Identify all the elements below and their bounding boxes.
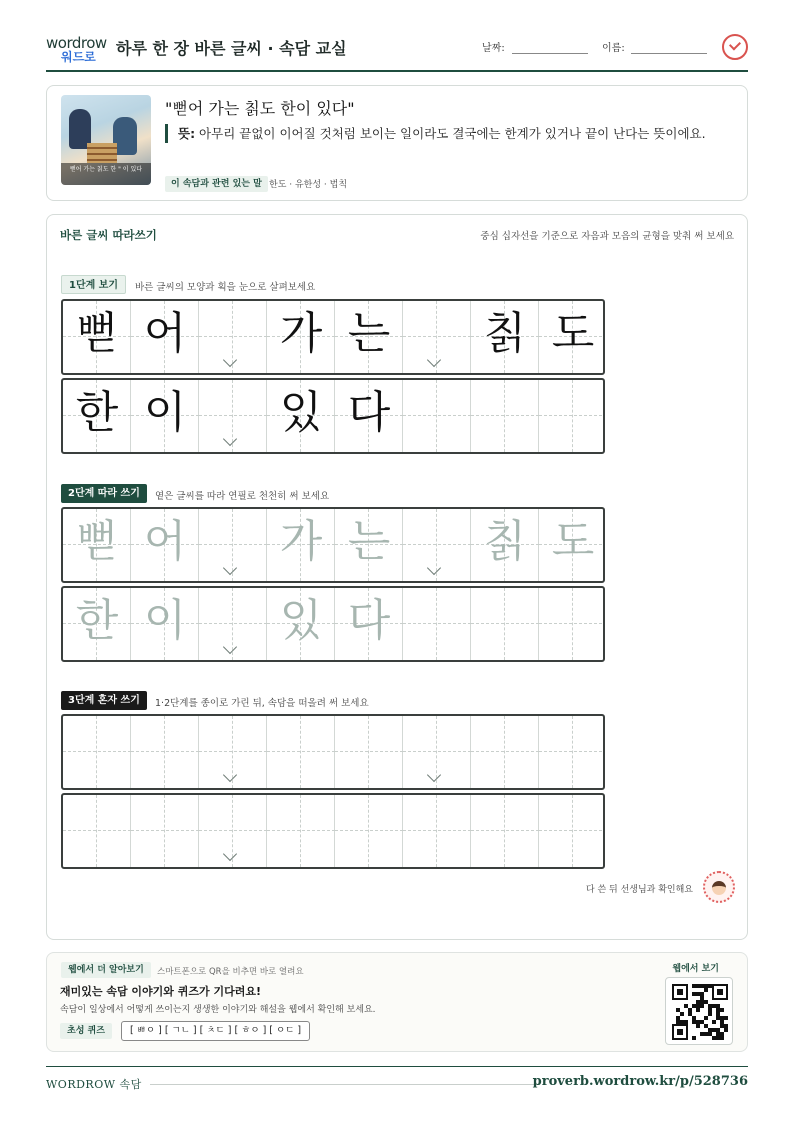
wordrow-logo[interactable] — [46, 34, 110, 68]
grid-cell[interactable] — [267, 509, 335, 581]
grid-cell[interactable] — [403, 716, 471, 788]
grid-char: 한 — [75, 387, 119, 438]
grid-cell[interactable] — [403, 588, 471, 660]
grid-cell — [63, 380, 131, 452]
grid-cell[interactable] — [131, 588, 199, 660]
space-mark-icon — [427, 355, 439, 367]
web-description: 속담이 일상에서 어떻게 쓰이는지 생생한 이야기와 해설을 웹에서 확인해 보세요. — [60, 1005, 376, 1015]
step1-desc: 바른 글씨의 모양과 획을 눈으로 살펴보세요 — [135, 282, 316, 293]
web-more-panel — [46, 952, 748, 1052]
grid-cell[interactable] — [267, 716, 335, 788]
footer-brand: WORDROW 속담 — [46, 1078, 142, 1091]
footer-url[interactable]: proverb.wordrow.kr/p/528736 — [532, 1074, 748, 1089]
grid-cell[interactable] — [539, 716, 605, 788]
space-mark-icon — [427, 563, 439, 575]
qr-label: 웹에서 보기 — [672, 964, 719, 974]
grid-cell — [471, 380, 539, 452]
grid-char: 가 — [279, 308, 323, 359]
grid-cell — [63, 301, 131, 373]
proverb-illustration — [61, 95, 151, 185]
grid-cell[interactable] — [63, 588, 131, 660]
grid-char: 뻗 — [75, 516, 119, 567]
web-more-tag: 웹에서 더 알아보기 — [61, 962, 151, 978]
grid-cell[interactable] — [131, 509, 199, 581]
grid-cell[interactable] — [471, 716, 539, 788]
grid-cell — [471, 301, 539, 373]
grid-cell[interactable] — [131, 795, 199, 867]
grid-cell[interactable] — [403, 795, 471, 867]
illustration-caption: 뻗어 가는 칡도 한 " 이 있다 — [61, 163, 151, 185]
step2-desc: 옅은 글씨를 따라 연필로 천천히 써 보세요 — [155, 491, 330, 502]
space-mark-icon — [427, 770, 439, 782]
step3-tag: 3단계 혼자 쓰기 — [61, 691, 147, 710]
footer-rule — [150, 1084, 538, 1085]
name-field[interactable] — [631, 53, 707, 54]
grid-cell — [335, 301, 403, 373]
chosung-quiz-tag: 초성 퀴즈 — [60, 1023, 112, 1039]
grid-cell — [131, 301, 199, 373]
space-mark-icon — [223, 355, 235, 367]
grid-cell — [267, 380, 335, 452]
grid-cell[interactable] — [539, 588, 605, 660]
logo-text-latin: wordrow — [46, 34, 107, 52]
grid-cell — [403, 380, 471, 452]
related-words: 한도 · 유한성 · 법칙 — [269, 180, 348, 190]
grid-char: 이 — [143, 595, 187, 646]
grid-cell[interactable] — [539, 509, 605, 581]
meaning-text: 아무리 끝없이 이어질 것처럼 보이는 일이라도 결국에는 한계가 있거나 끝이 난다는 뜻이에요. — [195, 126, 706, 141]
related-words-tag: 이 속담과 관련 있는 말 — [165, 176, 268, 192]
grid-cell[interactable] — [471, 509, 539, 581]
grid-char: 있 — [279, 387, 323, 438]
space-mark-icon — [223, 849, 235, 861]
grid-cell — [199, 301, 267, 373]
step1-row-1 — [61, 299, 605, 375]
space-mark-icon — [223, 434, 235, 446]
grid-char: 도 — [551, 516, 595, 567]
grid-char: 칡 — [483, 308, 527, 359]
grid-cell — [199, 380, 267, 452]
grid-char: 칡 — [483, 516, 527, 567]
proverb-title: "뻗어 가는 칡도 한이 있다" — [165, 99, 355, 118]
grid-cell[interactable] — [199, 588, 267, 660]
teacher-confirm-text: 다 쓴 뒤 선생님과 확인해요 — [585, 885, 693, 895]
grid-char: 어 — [143, 516, 187, 567]
date-label: 날짜: — [482, 43, 505, 54]
grid-cell — [539, 380, 605, 452]
grid-cell[interactable] — [403, 509, 471, 581]
grid-cell[interactable] — [335, 509, 403, 581]
step2-row-2[interactable] — [61, 586, 605, 662]
step3-desc: 1·2단계를 종이로 가린 뒤, 속담을 떠올려 써 보세요 — [155, 698, 369, 709]
grid-char: 다 — [347, 595, 391, 646]
grid-char: 이 — [143, 387, 187, 438]
space-mark-icon — [223, 642, 235, 654]
qr-code-icon[interactable] — [665, 977, 733, 1045]
grid-char: 는 — [347, 516, 391, 567]
grid-char: 다 — [347, 387, 391, 438]
grid-cell[interactable] — [471, 795, 539, 867]
grid-char: 도 — [551, 308, 595, 359]
grid-cell[interactable] — [539, 795, 605, 867]
grid-cell — [539, 301, 605, 373]
grid-char: 있 — [279, 595, 323, 646]
step3-row-2[interactable] — [61, 793, 605, 869]
practice-section — [46, 214, 748, 940]
grid-char: 가 — [279, 516, 323, 567]
grid-char: 한 — [75, 595, 119, 646]
logo-text-korean: 워드로 — [61, 50, 96, 64]
grid-cell[interactable] — [335, 795, 403, 867]
practice-title: 바른 글씨 따라쓰기 — [60, 228, 157, 242]
proverb-card — [46, 85, 748, 201]
grid-cell — [335, 380, 403, 452]
grid-cell[interactable] — [335, 588, 403, 660]
check-stamp-icon — [722, 34, 748, 60]
grid-cell[interactable] — [267, 588, 335, 660]
web-headline: 재미있는 속담 이야기와 퀴즈가 기다려요! — [60, 985, 261, 998]
name-label: 이름: — [602, 43, 625, 54]
step3-row-1[interactable] — [61, 714, 605, 790]
header — [46, 28, 748, 72]
space-mark-icon — [223, 770, 235, 782]
grid-cell[interactable] — [199, 795, 267, 867]
grid-cell — [403, 301, 471, 373]
chosung-quiz-box: [ ㅃㅇ ] [ ㄱㄴ ] [ ㅊㄷ ] [ ㅎㅇ ] [ ㅇㄷ ] — [121, 1021, 310, 1041]
grid-cell[interactable] — [63, 716, 131, 788]
date-field[interactable] — [512, 53, 588, 54]
page-title: 하루 한 장 바른 글씨 · 속담 교실 — [116, 39, 347, 58]
proverb-meaning — [165, 124, 725, 143]
grid-cell[interactable] — [471, 588, 539, 660]
meaning-label: 뜻: — [178, 126, 196, 141]
grid-char: 어 — [143, 308, 187, 359]
grid-cell[interactable] — [63, 795, 131, 867]
grid-cell[interactable] — [199, 716, 267, 788]
practice-hint: 중심 십자선을 기준으로 자음과 모음의 균형을 맞춰 써 보세요 — [480, 231, 734, 242]
footer-divider — [46, 1066, 748, 1067]
grid-char: 는 — [347, 308, 391, 359]
step2-row-1[interactable] — [61, 507, 605, 583]
grid-cell — [267, 301, 335, 373]
space-mark-icon — [223, 563, 235, 575]
grid-char: 뻗 — [75, 308, 119, 359]
grid-cell[interactable] — [335, 716, 403, 788]
step1-tag: 1단계 보기 — [61, 275, 126, 294]
qr-hint: 스마트폰으로 QR을 비추면 바로 열려요 — [157, 967, 304, 977]
grid-cell — [131, 380, 199, 452]
girl-sticker-icon — [703, 871, 735, 903]
grid-cell[interactable] — [267, 795, 335, 867]
step1-row-2 — [61, 378, 605, 454]
grid-cell[interactable] — [199, 509, 267, 581]
grid-cell[interactable] — [63, 509, 131, 581]
grid-cell[interactable] — [131, 716, 199, 788]
step2-tag: 2단계 따라 쓰기 — [61, 484, 147, 503]
